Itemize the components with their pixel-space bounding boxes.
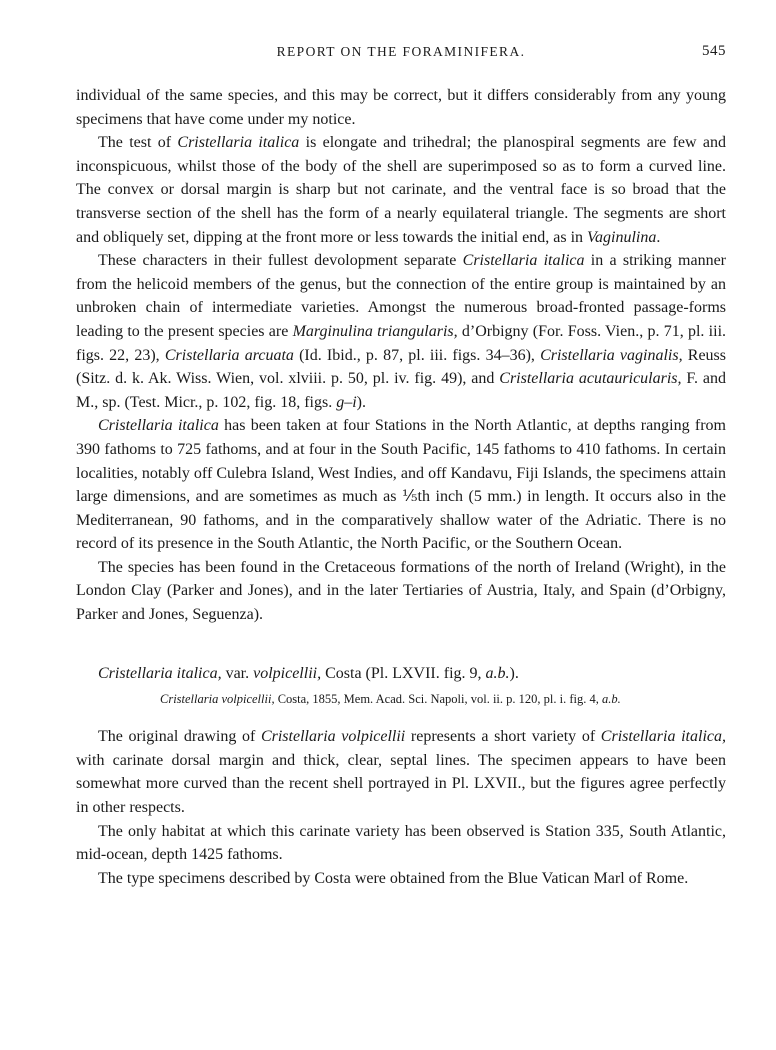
- heading-text-d: Costa (Pl. LXVII. fig. 9,: [321, 664, 486, 682]
- variety-heading: [76, 662, 726, 686]
- heading-var: var.: [221, 664, 254, 682]
- p3-text-i: Reuss (Sitz. d. k. Ak. Wiss. Wien, vol. xlviii. p. 50, pl. iv. fig. 49), and: [76, 346, 727, 388]
- p6-species-1: Cristellaria volpicellii: [260, 728, 406, 746]
- p3-text-a: These characters in their fullest devolopment separate: [98, 252, 463, 270]
- p3-species-1: Cristellaria italica: [462, 252, 585, 270]
- p3-text-m: ).: [356, 393, 366, 411]
- p2-text-a: The test of: [98, 134, 178, 152]
- p3-text-e: d’Orbigny (For. Foss. Vien., p. 71, pl. iii. figs. 22, 23),: [76, 322, 727, 364]
- heading-figs: a.b.: [485, 664, 510, 682]
- p3-species-3: Cristellaria arcuata: [164, 346, 294, 364]
- p2-text-c: is elongate and trihedral; the planospiral segments are few and inconspicuous, whilst those of the body of the shell are superimposed so as to form a curved line. The convex or dorsal margin is sharp but not carinate, and the ventral face is so broad that the transverse section of the shell has the form of a nearly equilateral triangle. The segments are short and obliquely set, dipping at the front more or less towards the initial end, as in: [76, 134, 726, 246]
- p6-text-c: represents a short variety of: [405, 728, 601, 746]
- p6-species-2: Cristellaria italica,: [600, 728, 726, 746]
- synonymy-citation: Costa, 1855, Mem. Acad. Sci. Napoli, vol. ii. p. 120, pl. i. fig. 4,: [274, 692, 602, 707]
- paragraph-6: [76, 725, 726, 819]
- p2-genus: Vaginulina: [587, 228, 657, 246]
- p2-text-e: .: [656, 228, 661, 246]
- running-head: [76, 44, 726, 66]
- page-number: 545: [702, 43, 726, 59]
- p4-fraction: ⅕: [402, 488, 418, 506]
- p3-text-g: (Id. Ibid., p. 87, pl. iii. figs. 34–36),: [293, 346, 541, 364]
- p4-species: Cristellaria italica: [98, 417, 219, 435]
- paragraph-5: The species has been found in the Cretaceous formations of the north of Ireland (Wright), in the London Clay (Parker and Jones), and in the later Tertiaries of Austria, Italy, and Spain (d’Orbigny, Parker and Jones, Seguenza).: [76, 558, 726, 624]
- p6-text-a: The original drawing of: [98, 728, 261, 746]
- paragraph-4: [76, 414, 726, 556]
- p3-figs: g–i: [336, 393, 357, 411]
- synonymy: [76, 690, 726, 708]
- p3-text-k: F. and M., sp. (Test. Micr., p. 102, fig. 18, figs.: [76, 370, 727, 411]
- body-text: [76, 84, 726, 890]
- running-title: REPORT ON THE FORAMINIFERA.: [276, 44, 526, 59]
- p2-species: Cristellaria italica: [177, 134, 300, 152]
- paragraph-8: The type specimens described by Costa were obtained from the Blue Vatican Marl of Rome.: [98, 869, 689, 887]
- p3-text-c: in a striking manner from the helicoid members of the genus, but the connection of the entire group is maintained by an unbroken chain of intermediate varieties. Amongst the numerous broad-fronted passage-forms leading to the present species are: [76, 252, 727, 340]
- p4-text-c: th inch (5 mm.) in length. It occurs also in the Mediterranean, 90 fathoms, and in the comparatively shallow water of the Adriatic. There is no record of its presence in the South Atlantic, the North Pacific, or the Southern Ocean.: [76, 488, 726, 553]
- p4-text-b: has been taken at four Stations in the North Atlantic, at depths ranging from 390 fathoms to 725 fathoms, and at four in the South Pacific, 145 fathoms to 410 fathoms. In certain localities, notably off Culebra Island, West Indies, and off Kandavu, Fiji Islands, the specimens attain large dimensions, and are sometimes as much as: [76, 417, 726, 506]
- heading-variety: volpicellii,: [253, 664, 322, 682]
- paragraph-1: individual of the same species, and this may be correct, but it differs considerably from any young specimens that have come under my notice.: [76, 87, 726, 128]
- p6-text-e: with carinate dorsal margin and thick, clear, septal lines. The specimen appears to have been somewhat more curved than the recent shell portrayed in Pl. LXVII., but the figures agree perfectly in other respects.: [76, 751, 726, 817]
- synonymy-species: Cristellaria volpicellii,: [160, 692, 275, 707]
- p3-species-2: Marginulina triangularis,: [292, 322, 458, 340]
- p3-species-5: Cristellaria acutauricularis,: [499, 370, 682, 388]
- paragraph-7: The only habitat at which this carinate variety has been observed is Station 335, South Atlantic, mid-ocean, depth 1425 fathoms.: [76, 822, 726, 864]
- synonymy-figs: a.b.: [602, 692, 621, 707]
- heading-text-f: ).: [509, 664, 519, 682]
- heading-species: Cristellaria italica,: [98, 664, 222, 682]
- paragraph-2: [76, 131, 726, 249]
- p3-species-4: Cristellaria vaginalis,: [540, 346, 683, 364]
- paragraph-3: [76, 249, 726, 414]
